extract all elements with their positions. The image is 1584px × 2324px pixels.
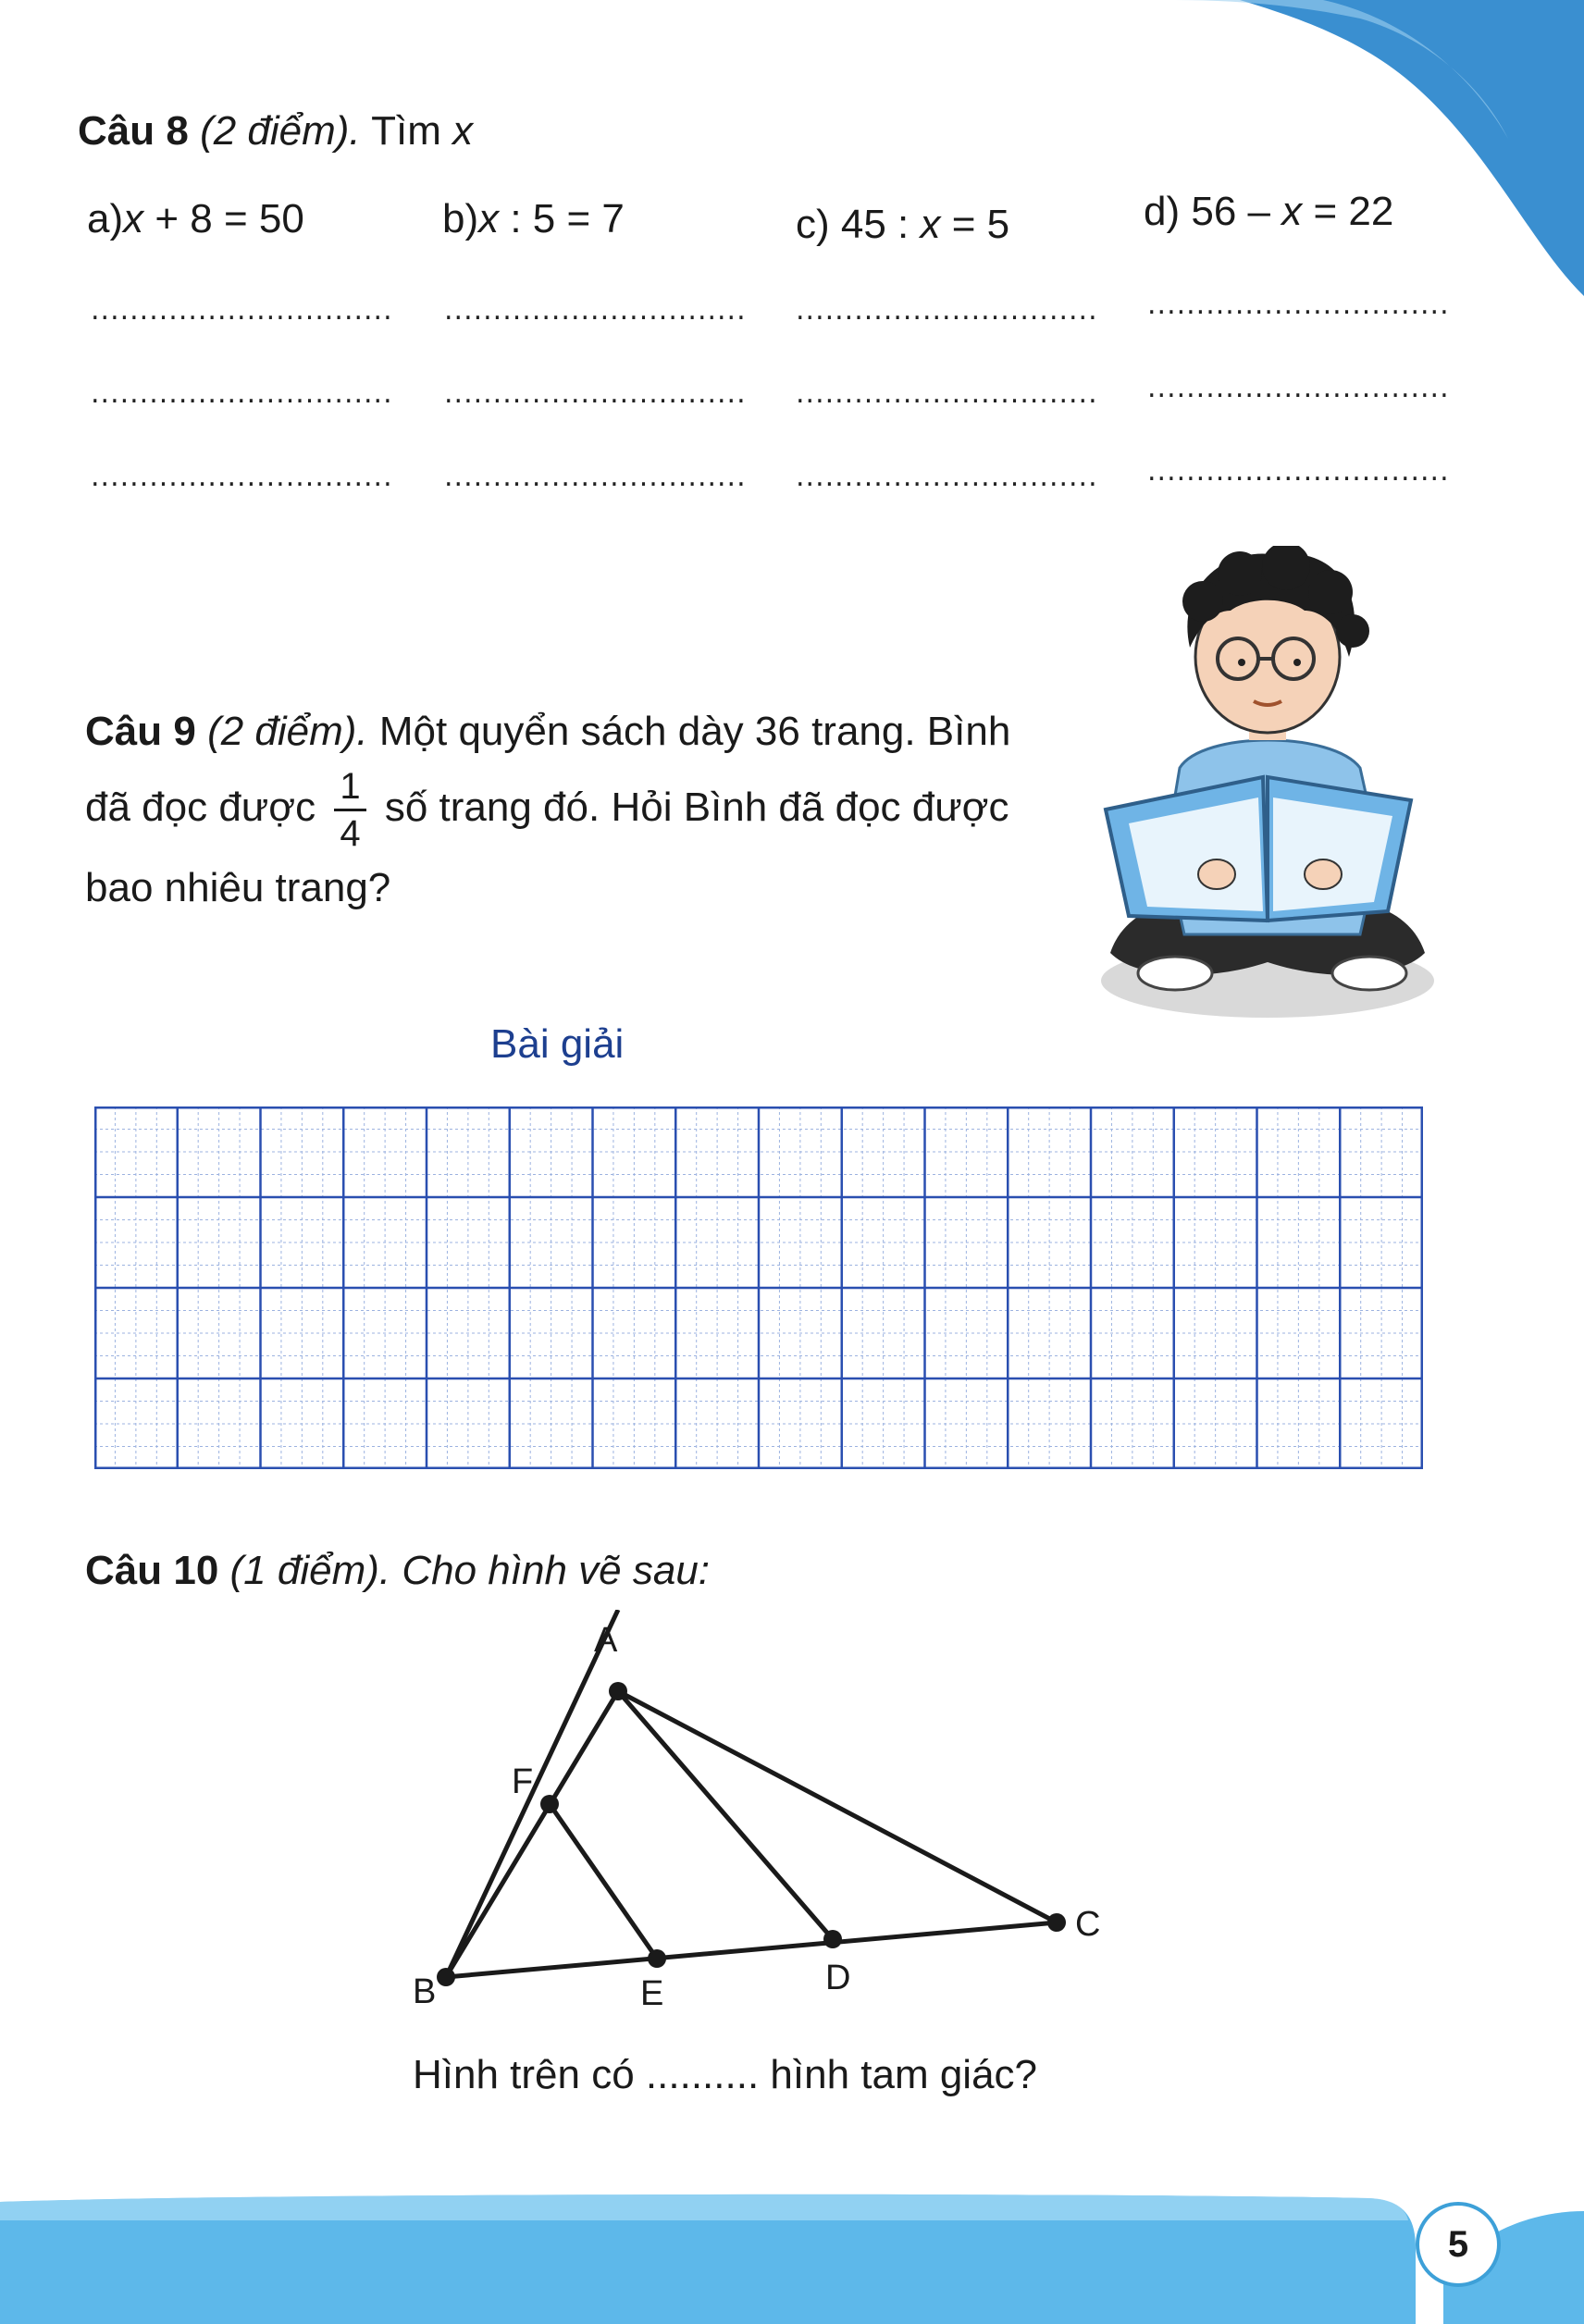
answer-dots-c1[interactable]: ...............................: [796, 294, 1098, 327]
q8-equation-d: d) 56 – x = 22: [1144, 189, 1394, 234]
solution-heading: Bài giải: [490, 1021, 625, 1067]
point-A: [609, 1682, 627, 1700]
point-B: [437, 1968, 455, 1986]
point-E: [648, 1949, 666, 1968]
q10-answer-before: Hình trên có: [413, 2052, 635, 2097]
label-F: F: [512, 1762, 534, 1801]
edge-AC: [618, 1691, 1057, 1922]
q10-answer-line: [413, 2052, 1037, 2098]
page-number-badge: 5: [1416, 2202, 1501, 2287]
label-A: A: [594, 1621, 618, 1660]
boy-reading-illustration: [1092, 546, 1443, 1018]
q8-equation-b: b)x : 5 = 7: [442, 196, 625, 241]
point-D: [823, 1930, 842, 1948]
q9-points: (2 điểm).: [207, 709, 368, 754]
q10-points: (1 điểm).: [229, 1548, 391, 1593]
point-F: [540, 1795, 559, 1813]
label-D: D: [825, 1959, 851, 1997]
edge-FE: [550, 1804, 657, 1959]
q8-points: (2 điểm).: [200, 108, 361, 154]
q10-label: Câu 10: [85, 1548, 219, 1593]
answer-dots-b2[interactable]: ...............................: [444, 377, 747, 410]
answer-dots-d1[interactable]: ...............................: [1147, 289, 1450, 321]
q8-label: Câu 8: [78, 108, 189, 154]
q8-var: x: [452, 108, 474, 154]
answer-dots-a1[interactable]: ...............................: [91, 294, 393, 327]
label-C: C: [1075, 1905, 1101, 1944]
footer-band: [0, 2193, 1584, 2324]
q10-answer-blank[interactable]: ..........: [645, 2052, 760, 2097]
q9-text-line-1: Một quyển sách dày 36 trang. Bình: [378, 709, 1011, 754]
answer-dots-c3[interactable]: ...............................: [796, 461, 1098, 493]
edge-BC: [446, 1922, 1057, 1977]
q9-text-line-3: bao nhiêu trang?: [85, 865, 391, 910]
solution-grid[interactable]: [94, 1106, 1423, 1469]
q10-title: [85, 1547, 710, 1596]
answer-dots-c2[interactable]: ...............................: [796, 377, 1098, 410]
q9-text: [85, 696, 1047, 924]
triangle-figure: [398, 1610, 1138, 2026]
label-B: B: [413, 1972, 437, 2011]
q10-prompt: Cho hình vẽ sau:: [402, 1548, 711, 1593]
q9-label: Câu 9: [85, 709, 196, 754]
answer-dots-d3[interactable]: ...............................: [1147, 455, 1450, 488]
fraction-one-quarter: $\frac{1}{4}$: [334, 768, 365, 852]
q8-title: [78, 107, 473, 156]
edge-AD: [618, 1691, 833, 1939]
point-C: [1047, 1913, 1066, 1932]
answer-dots-b1[interactable]: ...............................: [444, 294, 747, 327]
answer-dots-d2[interactable]: ...............................: [1147, 372, 1450, 404]
answer-dots-a2[interactable]: ...............................: [91, 377, 393, 410]
q9-text-line-2a: đã đọc được: [85, 785, 316, 831]
q8-equation-a: a)x + 8 = 50: [87, 196, 304, 241]
answer-dots-a3[interactable]: ...............................: [91, 461, 393, 493]
answer-dots-b3[interactable]: ...............................: [444, 461, 747, 493]
label-E: E: [640, 1974, 664, 2013]
q8-prompt: Tìm: [371, 108, 441, 154]
corner-decoration: [1175, 0, 1584, 296]
q10-answer-after: hình tam giác?: [770, 2052, 1038, 2097]
q9-text-line-2b: số trang đó. Hỏi Bình đã đọc được: [384, 785, 1009, 831]
q8-equation-c: c) 45 : x = 5: [796, 202, 1010, 247]
